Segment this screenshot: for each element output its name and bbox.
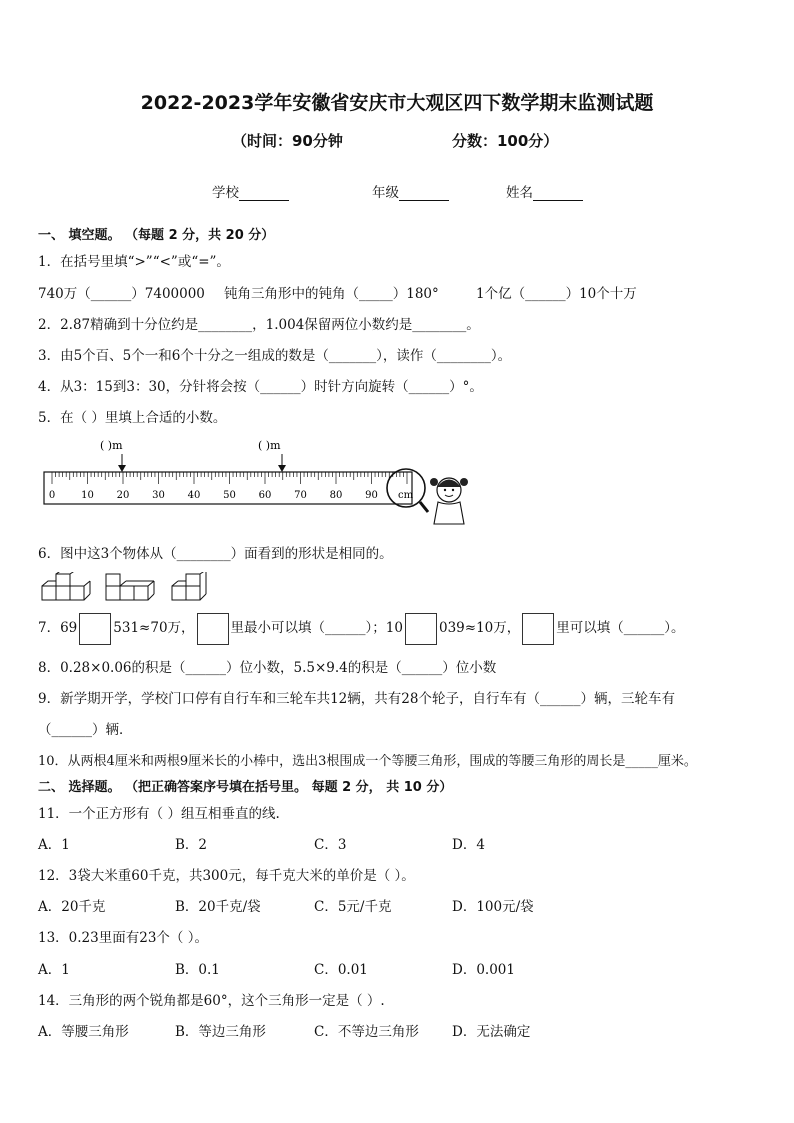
q14-option-b[interactable]: B．等边三角形: [175, 1024, 266, 1040]
cube-object-3: [172, 572, 206, 600]
q14-option-d[interactable]: D．无法确定: [452, 1024, 531, 1040]
answer-box-3[interactable]: [405, 613, 437, 645]
ruler-arrowhead-2: [278, 465, 286, 472]
ruler-number: 80: [329, 490, 343, 501]
q11-option-b[interactable]: B．2: [175, 837, 208, 853]
ruler-label-1: ( )m: [100, 439, 123, 452]
question-9: 9．新学期开学，学校门口停有自行车和三轮车共12辆，共有28个轮子，自行车有（______）辆，三轮车有: [38, 691, 675, 707]
answer-box-1[interactable]: [79, 613, 111, 645]
ruler-number: 50: [223, 490, 236, 501]
q12-option-a[interactable]: A．20千克: [38, 899, 106, 915]
answer-box-2[interactable]: [197, 613, 229, 645]
question-7: [38, 612, 685, 645]
question-7-part-a: 7．69: [38, 620, 78, 636]
ruler-number: 90: [365, 490, 378, 501]
q11-option-a[interactable]: A．1: [38, 837, 70, 853]
question-13: 13．0.23里面有23个（ ）。: [38, 930, 208, 946]
q12-option-b[interactable]: B．20千克/袋: [175, 899, 261, 915]
name-blank: [533, 186, 583, 201]
q12-option-d[interactable]: D．100元/袋: [452, 899, 534, 915]
grade-field: [372, 181, 449, 201]
grade-label: 年级: [372, 185, 399, 201]
ruler-label-2: ( )m: [258, 439, 281, 452]
question-1b: 钝角三角形中的钝角（_____）180°: [224, 286, 439, 302]
question-1: 1．在括号里填“>”“<”或“=”。: [38, 254, 230, 270]
ruler-unit: cm: [398, 490, 414, 501]
ruler-number: 40: [187, 490, 201, 501]
ruler-figure: [36, 432, 476, 528]
question-9-continued: （______）辆．: [38, 722, 133, 738]
question-1c: 1个亿（______）10个十万: [476, 286, 637, 302]
q13-option-c[interactable]: C．0.01: [314, 962, 368, 978]
q12-option-c[interactable]: C．5元/千克: [314, 899, 392, 915]
page-title: 2022-2023学年安徽省安庆市大观区四下数学期末监测试题: [140, 92, 654, 114]
q14-option-a[interactable]: A．等腰三角形: [38, 1024, 129, 1040]
q13-option-a[interactable]: A．1: [38, 962, 70, 978]
question-10: 10．从两根4厘米和两根9厘米长的小棒中，选出3根围成一个等腰三角形，围成的等腰三角形的周长是_____厘米。: [38, 754, 697, 769]
cube-figures: [40, 572, 210, 604]
answer-box-4[interactable]: [522, 613, 554, 645]
cube-object-2: [106, 574, 154, 600]
school-label: 学校: [212, 185, 239, 201]
school-field: [212, 181, 289, 201]
q14-option-c[interactable]: C．不等边三角形: [314, 1024, 419, 1040]
question-7-part-b: 531≈70万，: [113, 620, 195, 636]
name-field: [506, 181, 583, 201]
exam-score: 分数：100分）: [452, 132, 559, 150]
question-5: 5．在（ ）里填上合适的小数。: [38, 410, 227, 426]
ruler-number: 70: [294, 490, 307, 501]
q13-option-b[interactable]: B．0.1: [175, 962, 220, 978]
question-2: 2．2.87精确到十分位约是________，1.004保留两位小数约是________。: [38, 317, 480, 333]
section1-heading: 一、 填空题。 （每题 2 分，共 20 分）: [38, 228, 275, 243]
question-8: 8．0.28×0.06的积是（______）位小数，5.5×9.4的积是（______）位小数: [38, 660, 497, 676]
question-7-part-c: 里最小可以填（______）；10: [230, 620, 403, 636]
ruler-number: 20: [116, 490, 130, 501]
q11-option-c[interactable]: C．3: [314, 837, 347, 853]
q11-option-d[interactable]: D．4: [452, 837, 485, 853]
girl-icon: [430, 478, 468, 524]
name-label: 姓名: [506, 185, 533, 201]
exam-time: （时间：90分钟: [232, 132, 343, 150]
question-3: 3．由5个百、5个一和6个十分之一组成的数是（_______），读作（________）。: [38, 348, 512, 364]
cube-object-1: [42, 572, 90, 600]
question-11: 11．一个正方形有（ ）组互相垂直的线.: [38, 806, 280, 822]
question-7-part-e: 里可以填（______）。: [556, 620, 685, 636]
ruler-number: 30: [152, 490, 165, 501]
question-1a: 740万（______）7400000: [38, 286, 205, 302]
question-7-part-d: 039≈10万，: [438, 620, 521, 636]
grade-blank: [399, 186, 449, 201]
question-6: 6．图中这3个物体从（________）面看到的形状是相同的。: [38, 546, 393, 562]
ruler-number: 10: [81, 490, 94, 501]
question-14: 14．三角形的两个锐角都是60°，这个三角形一定是（ ）.: [38, 993, 385, 1009]
school-blank: [239, 186, 289, 201]
magnifier-handle: [420, 502, 428, 512]
section2-heading: 二、 选择题。 （把正确答案序号填在括号里。 每题 2 分， 共 10 分）: [38, 780, 453, 795]
ruler-number: 0: [48, 490, 56, 501]
ruler-number: 60: [258, 490, 272, 501]
question-4: 4．从3：15到3：30，分针将会按（______）时针方向旋转（______）°。: [38, 379, 483, 395]
ruler-arrowhead-1: [118, 465, 126, 472]
q13-option-d[interactable]: D．0.001: [452, 962, 515, 978]
question-12: 12．3袋大米重60千克，共300元，每千克大米的单价是（ ）。: [38, 868, 415, 884]
